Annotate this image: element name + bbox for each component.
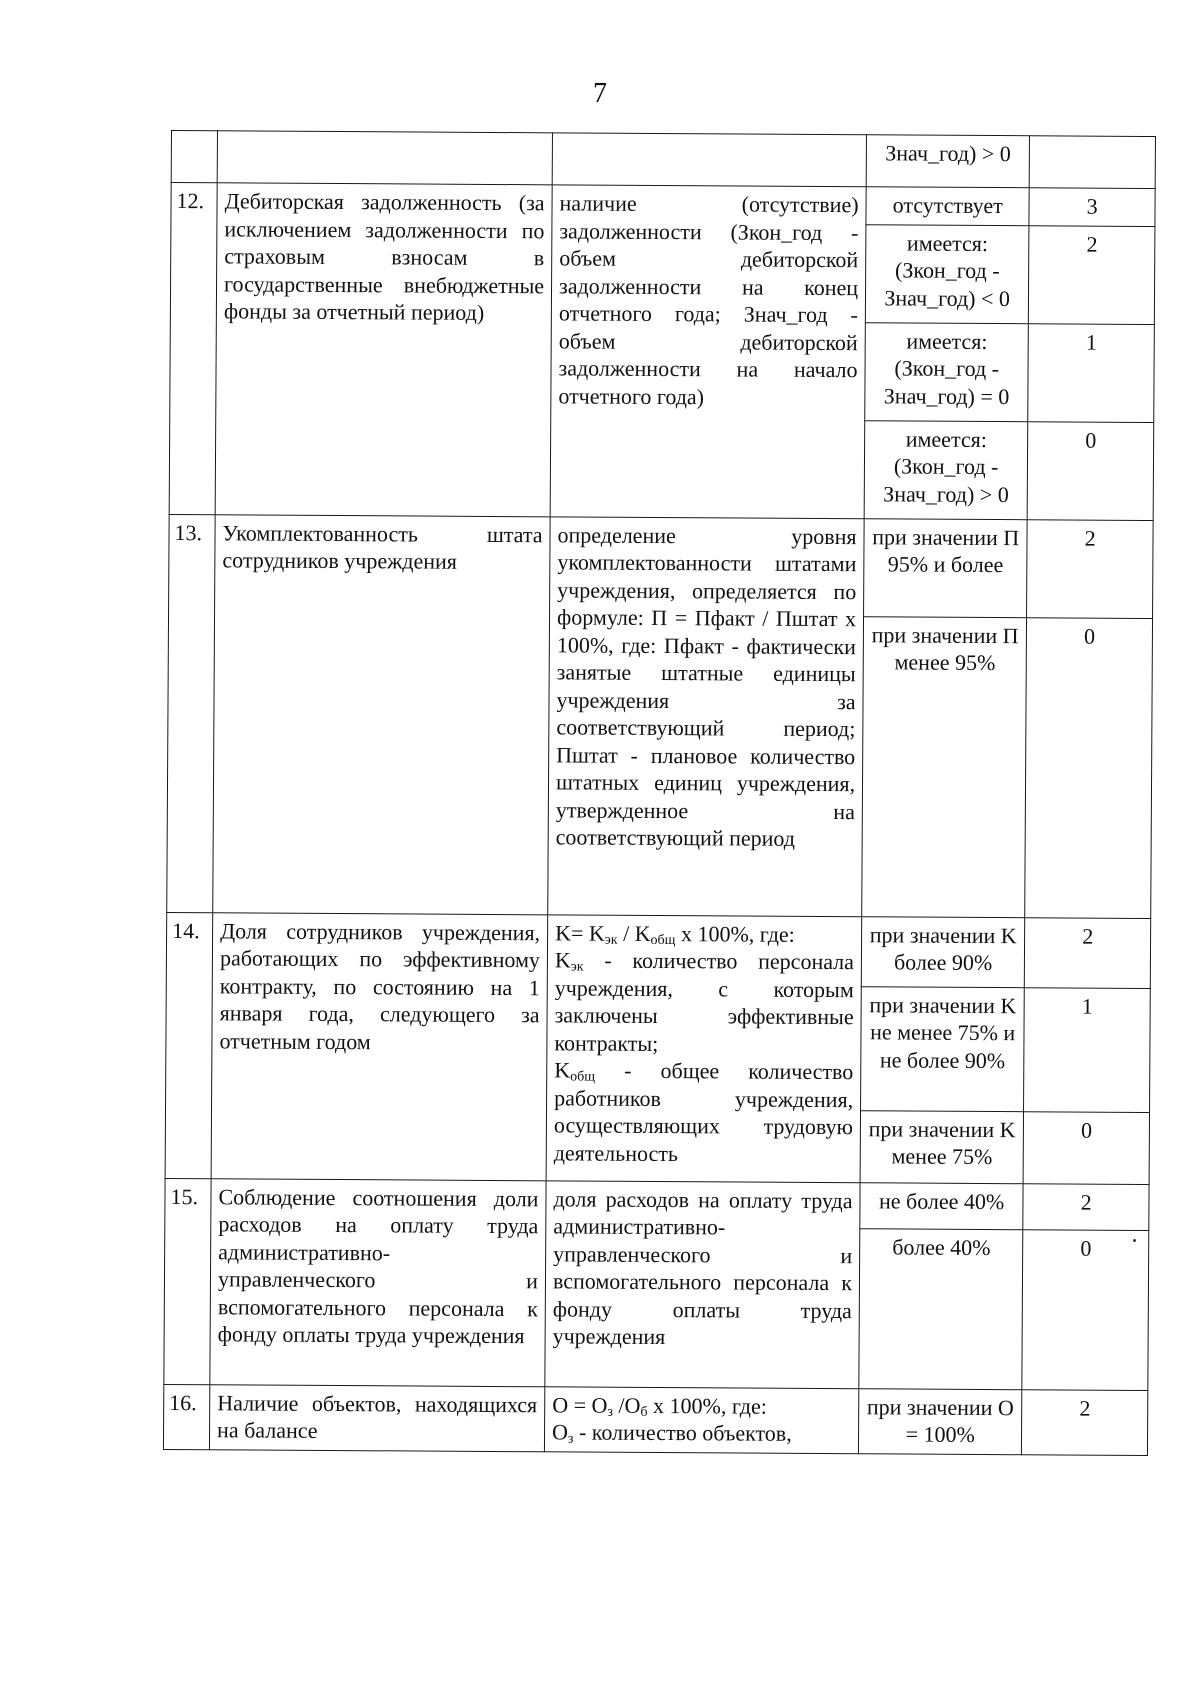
indicators-table bbox=[163, 130, 1156, 1455]
table-row-carryover bbox=[171, 131, 1155, 189]
indicator-name: Дебиторская задолженность (за исключением задолженности по страховым взносам в государственные внебюджетные фонды за отчетный период) bbox=[215, 183, 552, 517]
criterion-cell: имеется: (Зкон_год - Знач_год) < 0 bbox=[865, 224, 1029, 323]
score-cell: 2 bbox=[1029, 225, 1155, 324]
criterion-cell: более 40% bbox=[859, 1228, 1023, 1389]
score-cell: 0 bbox=[1025, 617, 1152, 918]
criterion-cell: отсутствует bbox=[866, 187, 1030, 225]
table-row-12 bbox=[171, 183, 1155, 227]
row-number: 16. bbox=[163, 1384, 209, 1449]
criterion-cell: при значении П 95% и более bbox=[864, 518, 1028, 617]
score-cell: 0 bbox=[1022, 1229, 1149, 1390]
name-cell bbox=[217, 131, 552, 185]
score-cell: 2 bbox=[1023, 1183, 1149, 1230]
row-number: 13. bbox=[167, 514, 215, 912]
page-number: 7 bbox=[593, 78, 607, 109]
o-z-definition: $O_з$ - количество объектов, bbox=[551, 1419, 792, 1447]
criterion-cell: имеется: (Зкон_год - Знач_год) = 0 bbox=[865, 322, 1029, 421]
criterion-cell: при значении K не менее 75% и не более 90% bbox=[861, 986, 1025, 1111]
indicator-method bbox=[544, 1386, 858, 1453]
indicator-method: определение уровня укомплектованности штатами учреждения, определяется по формуле: П = Пфакт / Пштат x 100%, где: Пфакт - фактически занятые штатные единицы учреждения за соответствующий период; Пштат - плановое количество штатных единиц учреждения, утвержденное на соответствующий период bbox=[548, 516, 864, 916]
indicator-method: наличие (отсутствие) задолженности (Зкон_год - объем дебиторской задолженности на конец отчетного года; Знач_год - объем дебиторской задолженности на начало отчетного года) bbox=[550, 185, 866, 518]
k-obsh-definition: $K_{общ}$ - общее количество работников учреждения, осуществляющих трудовую деятельность bbox=[553, 1057, 854, 1166]
indicator-name: Укомплектованность штата сотрудников учреждения bbox=[213, 514, 550, 914]
indicator-name: Наличие объектов, находящихся на балансе bbox=[209, 1384, 544, 1451]
criterion-cell: при значении K более 90% bbox=[861, 916, 1025, 987]
score-cell: 3 bbox=[1029, 188, 1155, 226]
num-cell bbox=[171, 131, 217, 183]
formula-k: $K= K_{эк} / K_{общ}$ x 100%, где: bbox=[555, 919, 795, 948]
formula-o: $O = O_з$ $/O_б$ x 100%, где: bbox=[552, 1391, 767, 1420]
score-cell bbox=[1030, 136, 1156, 189]
criterion-cell: при значении O = 100% bbox=[858, 1388, 1022, 1454]
table-row-14 bbox=[166, 912, 1150, 988]
score-cell: 1 bbox=[1024, 987, 1150, 1112]
indicator-method bbox=[546, 914, 862, 1182]
score-cell: 0 bbox=[1023, 1111, 1149, 1184]
k-ek-definition: $K_{эк}$ - количество персонала учреждения, с которым заключены эффективные контракты; bbox=[554, 947, 855, 1056]
row-number: 14. bbox=[165, 912, 213, 1178]
criterion-cell: имеется: (Зкон_год - Знач_год) > 0 bbox=[864, 420, 1028, 519]
score-cell: 0 bbox=[1027, 421, 1153, 520]
table-row-15 bbox=[165, 1178, 1149, 1230]
method-cell bbox=[552, 133, 866, 187]
criterion-cell: при значении П менее 95% bbox=[862, 616, 1027, 917]
criterion-cell: не более 40% bbox=[860, 1182, 1024, 1229]
scan-speck bbox=[1133, 1239, 1136, 1242]
score-cell: 2 bbox=[1022, 1389, 1148, 1455]
table-row-16 bbox=[163, 1384, 1147, 1455]
indicator-name: Соблюдение соотношения доли расходов на оплату труда административно-управленческого и вспомогательного персонала к фонду оплаты труда учреждения bbox=[210, 1178, 546, 1386]
indicator-method: доля расходов на оплату труда административно-управленческого и вспомогательного персонала к фонду оплаты труда учреждения bbox=[545, 1180, 860, 1388]
criterion-cell: при значении K менее 75% bbox=[860, 1110, 1024, 1183]
criterion-cell: Знач_год) > 0 bbox=[866, 135, 1030, 188]
table-row-13 bbox=[169, 514, 1154, 618]
row-number: 12. bbox=[169, 183, 217, 515]
score-cell: 2 bbox=[1025, 917, 1151, 988]
indicator-name: Доля сотрудников учреждения, работающих по эффективному контракту, по состоянию на 1 января года, следующего за отчетным годом bbox=[211, 912, 548, 1180]
row-number: 15. bbox=[164, 1178, 211, 1384]
score-cell: 1 bbox=[1028, 323, 1154, 422]
score-cell: 2 bbox=[1027, 519, 1153, 618]
